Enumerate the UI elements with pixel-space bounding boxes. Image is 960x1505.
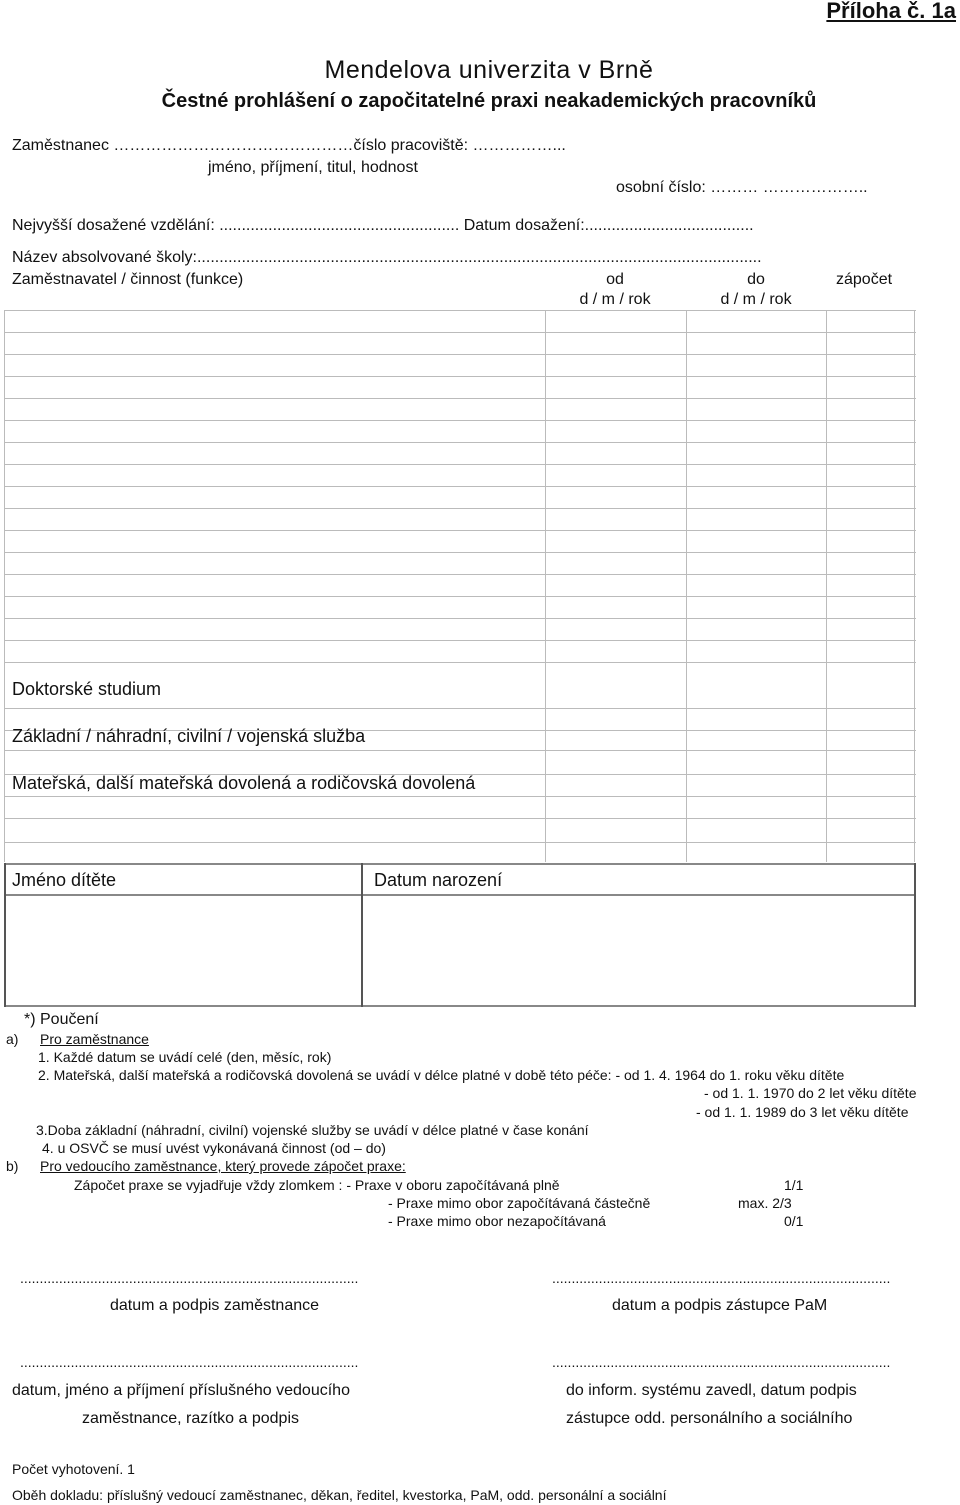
row-service: Základní / náhradní, civilní / vojenská služba — [12, 726, 366, 746]
col-to: do — [747, 271, 765, 288]
notes-b3: - Praxe mimo obor nezapočítávaná — [388, 1213, 606, 1229]
education-line: Nejvyšší dosažené vzdělání: ...................................................... Datum dosažení:...................................... — [12, 217, 754, 234]
signature-hr-2: zástupce odd. personálního a sociálního — [566, 1410, 853, 1427]
signature-manager-1: datum, jméno a příjmení příslušného vedoucího — [12, 1382, 350, 1399]
notes-b-mark: b) — [6, 1158, 19, 1174]
notes-a2: 2. Mateřská, další mateřská a rodičovská dovolená se uvádí v délce platné v době této péče: - od 1. 4. 1964 do 1. roku věku dítěte — [38, 1067, 845, 1083]
signature-line-hr: ....................................................................................... — [552, 1354, 891, 1370]
signature-pam: datum a podpis zástupce PaM — [612, 1297, 828, 1314]
notes-b-title: Pro vedoucího zaměstnance, který provede zápočet praxe: — [40, 1158, 406, 1174]
signature-manager-2: zaměstnance, razítko a podpis — [82, 1410, 300, 1427]
school-line: Název absolvované školy:............................................................................................................................... — [12, 249, 762, 266]
notes-heading: *) Poučení — [24, 1011, 99, 1028]
col-from: od — [606, 271, 624, 288]
appendix-label: Příloha č. 1a — [826, 0, 956, 23]
notes-b1-value: 1/1 — [784, 1177, 804, 1193]
col-employer: Zaměstnavatel / činnost (funkce) — [12, 271, 244, 288]
notes-a4: 4. u OSVČ se musí uvést vykonávaná činnost (od – do) — [42, 1140, 386, 1156]
signature-hr-1: do inform. systému zavedl, datum podpis — [566, 1382, 857, 1399]
employee-sub: jméno, příjmení, titul, hodnost — [208, 159, 418, 176]
notes-b2: - Praxe mimo obor započítávaná částečně — [388, 1195, 651, 1211]
child-birth-header: Datum narození — [374, 870, 503, 890]
signature-line-manager: ....................................................................................... — [20, 1354, 359, 1370]
signature-line-pam: ....................................................................................... — [552, 1270, 891, 1286]
employee-line: Zaměstnanec ………………………………………číslo pracoviště: ……………... — [12, 137, 566, 154]
personal-number: osobní číslo: ……… ……………….. — [616, 179, 868, 196]
notes-a-title: Pro zaměstnance — [40, 1031, 149, 1047]
notes-b-intro: Zápočet praxe se vyjadřuje vždy zlomkem : - Praxe v oboru započítávaná plně — [74, 1177, 560, 1193]
notes-b2-value: max. 2/3 — [738, 1195, 792, 1211]
child-name-header: Jméno dítěte — [12, 870, 117, 890]
copies-count: Počet vyhotovení. 1 — [12, 1461, 135, 1477]
notes-a2c: - od 1. 1. 1989 do 3 let věku dítěte — [696, 1104, 909, 1120]
signature-line-employee: ....................................................................................... — [20, 1270, 359, 1286]
col-from-sub: d / m / rok — [579, 291, 651, 308]
page-title: Čestné prohlášení o započitatelné praxi neakademických pracovníků — [161, 90, 817, 112]
document-circulation: Oběh dokladu: příslušný vedoucí zaměstnanec, děkan, ředitel, kvestorka, PaM, odd. personální a sociální — [12, 1487, 667, 1503]
col-to-sub: d / m / rok — [720, 291, 792, 308]
university-name: Mendelova univerzita v Brně — [324, 56, 654, 84]
row-doctoral: Doktorské studium — [12, 679, 162, 699]
notes-b3-value: 0/1 — [784, 1213, 804, 1229]
notes-a3: 3.Doba základní (náhradní, civilní) vojenské služby se uvádí v délce platné v čase konání — [36, 1122, 589, 1138]
col-credit: zápočet — [836, 271, 893, 288]
notes-a-mark: a) — [6, 1031, 19, 1047]
row-maternity: Mateřská, další mateřská dovolená a rodičovská dovolená — [12, 773, 476, 793]
signature-employee: datum a podpis zaměstnance — [110, 1297, 320, 1314]
notes-a2b: - od 1. 1. 1970 do 2 let věku dítěte — [704, 1085, 917, 1101]
notes-a1: 1. Každé datum se uvádí celé (den, měsíc, rok) — [38, 1049, 332, 1065]
